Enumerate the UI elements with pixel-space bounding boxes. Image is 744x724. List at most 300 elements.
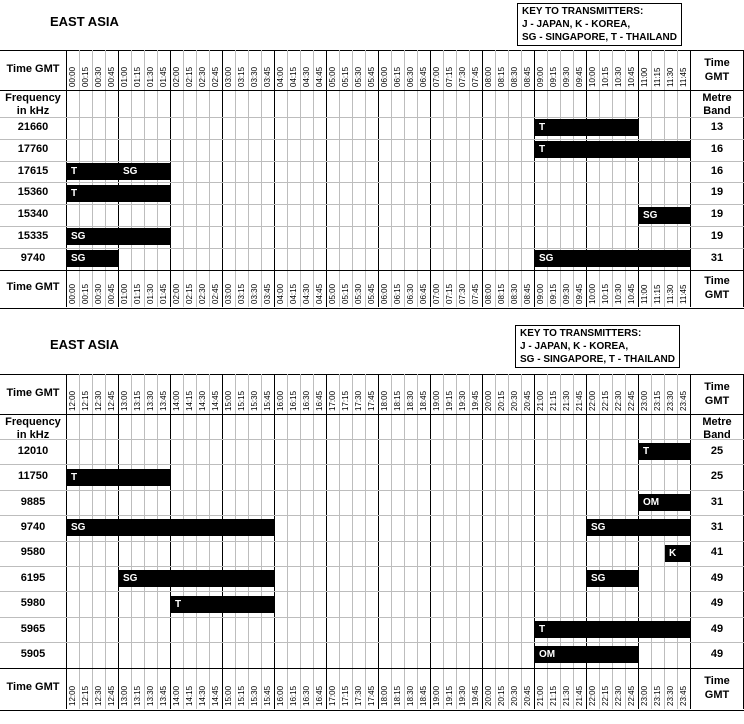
frequency-value: 11750	[18, 470, 48, 483]
time-tick-label: 21:45	[575, 390, 584, 411]
time-tick-label: 13:15	[133, 685, 142, 706]
time-tick-label: 02:15	[185, 283, 194, 304]
metre-band-value: 16	[710, 164, 724, 177]
time-tick-label: 17:00	[328, 390, 337, 411]
time-tick-label: 14:00	[172, 390, 181, 411]
time-tick-label: 21:00	[536, 390, 545, 411]
time-gridline	[326, 50, 327, 307]
time-tick-label: 15:00	[224, 390, 233, 411]
row-gridline	[0, 182, 744, 183]
time-tick-label: 20:45	[523, 685, 532, 706]
time-gridline	[430, 50, 431, 307]
frequency-value: 17760	[17, 142, 49, 155]
time-tick-label: 16:30	[302, 390, 311, 411]
time-gridline	[274, 50, 275, 307]
time-tick-label: 16:30	[302, 685, 311, 706]
broadcast-bar	[587, 519, 690, 536]
transmitter-key	[517, 3, 682, 46]
time-tick-label: 16:00	[276, 390, 285, 411]
row-gridline	[0, 414, 744, 415]
time-tick-label: 00:45	[107, 283, 116, 304]
row-gridline	[0, 226, 744, 227]
time-tick-label: 12:45	[107, 390, 116, 411]
header-time-label: Time GMT	[6, 387, 60, 399]
time-tick-label: 07:45	[471, 283, 480, 304]
time-tick-label: 04:15	[289, 283, 298, 304]
time-tick-label: 23:15	[653, 685, 662, 706]
broadcast-bar	[535, 119, 638, 136]
time-tick-label: 01:15	[133, 283, 142, 304]
metre-band-value: 19	[710, 229, 724, 242]
frequency-value: 21660	[17, 120, 49, 133]
time-tick-label: 11:30	[666, 67, 675, 87]
key-line: SG - SINGAPORE, T - THAILAND	[520, 354, 675, 365]
time-tick-label: 01:45	[159, 283, 168, 304]
time-tick-label: 18:00	[380, 390, 389, 411]
key-line: J - JAPAN, K - KOREA,	[520, 341, 629, 352]
time-tick-label: 17:30	[354, 685, 363, 706]
time-tick-label: 01:30	[146, 283, 155, 304]
transmitter-label: T	[539, 144, 546, 156]
broadcast-bar	[535, 621, 690, 638]
time-tick-label: 12:15	[81, 390, 90, 411]
time-tick-label: 07:45	[471, 66, 480, 87]
frequency-value: 5905	[20, 647, 46, 660]
time-gridline	[417, 50, 418, 307]
time-tick-label: 18:30	[406, 685, 415, 706]
broadcast-bar	[665, 545, 690, 562]
broadcast-bar	[67, 250, 118, 267]
frequency-value: 17615	[17, 164, 49, 177]
frequency-header-line: in kHz	[16, 105, 50, 117]
transmitter-label: OM	[643, 497, 660, 508]
metre-band-value: 31	[710, 251, 724, 264]
time-tick-label: 12:15	[81, 685, 90, 706]
broadcast-bar	[535, 141, 690, 158]
time-tick-label: 00:15	[81, 283, 90, 304]
time-tick-label: 09:15	[549, 66, 558, 87]
time-tick-label: 06:15	[393, 283, 402, 304]
time-tick-label: 20:30	[510, 390, 519, 411]
key-line: KEY TO TRANSMITTERS:	[522, 6, 644, 17]
time-tick-label: 23:45	[679, 390, 688, 411]
time-gridline	[521, 50, 522, 307]
time-tick-label: 03:45	[263, 283, 272, 304]
time-tick-label: 01:45	[159, 66, 168, 87]
transmitter-label: SG	[123, 573, 138, 585]
time-tick-label: 10:00	[588, 283, 597, 304]
time-gridline	[209, 50, 210, 307]
time-tick-label: 20:45	[523, 390, 532, 411]
transmitter-label: SG	[123, 166, 138, 177]
time-word: Time GMT	[704, 675, 730, 702]
time-tick-label: 10:30	[614, 66, 623, 87]
broadcast-bar	[67, 163, 170, 180]
time-tick-label: 19:30	[458, 390, 467, 411]
time-tick-label: 09:30	[562, 66, 571, 87]
time-tick-label: 06:30	[406, 66, 415, 87]
time-gridline	[599, 50, 600, 307]
time-tick-label: 09:30	[562, 283, 571, 304]
frequency-value: 9885	[20, 495, 46, 508]
frequency-value: 9580	[20, 546, 46, 559]
time-tick-label: 17:00	[328, 685, 337, 706]
frequency-value: 9740	[20, 251, 46, 264]
row-gridline	[0, 439, 744, 440]
frequency-value: 9740	[20, 520, 46, 533]
time-tick-label: 19:15	[445, 685, 454, 706]
time-tick-label: 08:45	[523, 66, 532, 87]
time-tick-label: 03:15	[237, 283, 246, 304]
time-gridline	[248, 50, 249, 307]
header-time-label-right	[690, 56, 744, 84]
time-tick-label: 02:45	[211, 66, 220, 87]
time-gridline	[677, 50, 678, 307]
time-gridline	[482, 50, 483, 307]
frequency-value: 15335	[17, 229, 49, 242]
time-tick-label: 06:00	[380, 66, 389, 87]
row-gridline	[0, 566, 744, 567]
time-tick-label: 13:30	[146, 390, 155, 411]
metre-band-header-line: Band	[703, 429, 731, 441]
time-gridline	[443, 50, 444, 307]
time-tick-label: 12:00	[68, 390, 77, 411]
metre-band-value: 25	[710, 470, 724, 483]
time-tick-label: 10:00	[588, 66, 597, 87]
time-tick-label: 01:15	[133, 66, 142, 87]
time-tick-label: 23:00	[640, 390, 649, 411]
time-gridline	[313, 50, 314, 307]
time-tick-label: 07:30	[458, 283, 467, 304]
time-tick-label: 05:45	[367, 283, 376, 304]
time-tick-label: 11:45	[679, 67, 688, 87]
time-tick-label: 02:15	[185, 66, 194, 87]
frequency-header-line: Frequency	[5, 92, 61, 104]
time-tick-label: 04:00	[276, 66, 285, 87]
row-gridline	[0, 541, 744, 542]
time-tick-label: 03:00	[224, 283, 233, 304]
time-tick-label: 09:45	[575, 66, 584, 87]
time-tick-label: 05:30	[354, 66, 363, 87]
time-tick-label: 15:30	[250, 390, 259, 411]
broadcast-bar	[67, 228, 170, 245]
time-tick-label: 02:30	[198, 283, 207, 304]
time-tick-label: 04:15	[289, 66, 298, 87]
frequency-value: 15360	[17, 186, 49, 199]
time-tick-label: 19:00	[432, 390, 441, 411]
time-tick-label: 11:00	[640, 284, 649, 304]
time-tick-label: 07:00	[432, 66, 441, 87]
time-gridline	[573, 50, 574, 307]
transmitter-key	[515, 325, 680, 368]
time-gridline	[456, 50, 457, 307]
metre-band-value: 49	[710, 571, 724, 584]
key-line: J - JAPAN, K - KOREA,	[522, 19, 631, 30]
metre-band-value: 49	[710, 647, 724, 660]
time-tick-label: 05:00	[328, 66, 337, 87]
transmitter-label: SG	[539, 253, 554, 265]
metre-band-header	[690, 416, 744, 442]
time-gridline	[365, 50, 366, 307]
time-gridline	[196, 50, 197, 307]
metre-band-value: 31	[710, 495, 724, 508]
time-tick-label: 03:30	[250, 283, 259, 304]
metre-band-value: 31	[710, 520, 724, 533]
metre-band-value: 41	[710, 546, 724, 559]
time-tick-label: 22:15	[601, 390, 610, 411]
time-tick-label: 07:00	[432, 283, 441, 304]
metre-band-value: 13	[710, 120, 724, 133]
time-tick-label: 15:15	[237, 685, 246, 706]
time-tick-label: 19:30	[458, 685, 467, 706]
time-tick-label: 19:15	[445, 390, 454, 411]
time-tick-label: 22:00	[588, 390, 597, 411]
time-tick-label: 18:15	[393, 390, 402, 411]
time-gridline	[469, 50, 470, 307]
frequency-value: 5980	[20, 597, 46, 610]
time-tick-label: 12:30	[94, 685, 103, 706]
transmitter-label: T	[539, 122, 546, 134]
time-tick-label: 06:00	[380, 283, 389, 304]
frequency-header-line: Frequency	[5, 416, 61, 428]
time-tick-label: 11:30	[666, 284, 675, 304]
time-tick-label: 15:45	[263, 685, 272, 706]
time-gridline	[222, 50, 223, 307]
time-tick-label: 16:15	[289, 390, 298, 411]
time-tick-label: 03:15	[237, 66, 246, 87]
time-gridline	[495, 50, 496, 307]
time-tick-label: 11:45	[679, 284, 688, 304]
time-tick-label: 06:45	[419, 283, 428, 304]
broadcast-bar	[535, 646, 638, 663]
time-tick-label: 14:00	[172, 685, 181, 706]
time-tick-label: 21:15	[549, 390, 558, 411]
time-tick-label: 21:15	[549, 685, 558, 706]
time-tick-label: 12:30	[94, 390, 103, 411]
time-gridline	[534, 50, 535, 307]
header-time-label-right	[690, 380, 744, 408]
time-tick-label: 10:45	[627, 283, 636, 304]
time-tick-label: 01:30	[146, 66, 155, 87]
time-tick-label: 08:30	[510, 66, 519, 87]
time-tick-label: 14:30	[198, 685, 207, 706]
time-tick-label: 14:30	[198, 390, 207, 411]
time-word: Time GMT	[704, 57, 730, 83]
time-gridline	[404, 50, 405, 307]
time-tick-label: 23:30	[666, 390, 675, 411]
time-gridline	[287, 50, 288, 307]
time-tick-label: 08:15	[497, 66, 506, 87]
broadcast-bar	[639, 207, 690, 224]
time-gridline	[261, 50, 262, 307]
time-gridline	[690, 50, 691, 307]
transmitter-label: T	[71, 166, 78, 177]
time-tick-label: 14:45	[211, 685, 220, 706]
time-tick-label: 10:45	[627, 66, 636, 87]
time-tick-label: 17:45	[367, 685, 376, 706]
time-tick-label: 22:45	[627, 685, 636, 706]
time-tick-label: 20:15	[497, 390, 506, 411]
time-tick-label: 11:15	[653, 284, 662, 304]
time-tick-label: 09:00	[536, 283, 545, 304]
time-tick-label: 16:45	[315, 685, 324, 706]
time-gridline	[664, 50, 665, 307]
time-gridline	[638, 50, 639, 307]
metre-band-header-line: Metre	[702, 416, 732, 428]
time-tick-label: 16:15	[289, 685, 298, 706]
time-tick-label: 13:45	[159, 685, 168, 706]
time-gridline	[235, 50, 236, 307]
time-tick-label: 10:15	[601, 66, 610, 87]
metre-band-value: 16	[710, 142, 724, 155]
time-tick-label: 21:30	[562, 390, 571, 411]
time-tick-label: 22:30	[614, 685, 623, 706]
time-tick-label: 15:30	[250, 685, 259, 706]
transmitter-label: SG	[591, 573, 606, 585]
row-gridline	[0, 161, 744, 162]
time-tick-label: 17:15	[341, 390, 350, 411]
row-gridline	[0, 270, 744, 271]
time-gridline	[170, 50, 171, 307]
time-tick-label: 22:15	[601, 685, 610, 706]
time-tick-label: 08:00	[484, 66, 493, 87]
time-tick-label: 23:45	[679, 685, 688, 706]
time-tick-label: 17:45	[367, 390, 376, 411]
time-gridline	[625, 50, 626, 307]
frequency-value: 6195	[20, 571, 46, 584]
time-tick-label: 04:00	[276, 283, 285, 304]
time-tick-label: 07:30	[458, 66, 467, 87]
time-tick-label: 20:30	[510, 685, 519, 706]
time-tick-label: 06:15	[393, 66, 402, 87]
time-tick-label: 21:00	[536, 685, 545, 706]
row-gridline	[0, 515, 744, 516]
time-tick-label: 04:30	[302, 66, 311, 87]
metre-band-value: 49	[710, 622, 724, 635]
time-tick-label: 15:15	[237, 390, 246, 411]
transmitter-label: T	[643, 446, 650, 458]
time-tick-label: 16:45	[315, 390, 324, 411]
time-tick-label: 15:00	[224, 685, 233, 706]
row-gridline	[0, 117, 744, 118]
broadcast-bar	[587, 570, 638, 587]
time-tick-label: 21:45	[575, 685, 584, 706]
time-tick-label: 20:00	[484, 685, 493, 706]
footer-time-label: Time GMT	[6, 681, 60, 694]
time-gridline	[300, 50, 301, 307]
time-tick-label: 05:15	[341, 283, 350, 304]
time-tick-label: 04:45	[315, 66, 324, 87]
time-tick-label: 16:00	[276, 685, 285, 706]
time-tick-label: 09:15	[549, 283, 558, 304]
metre-band-value: 19	[710, 186, 724, 199]
time-tick-label: 00:45	[107, 66, 116, 87]
time-word: Time GMT	[704, 381, 730, 407]
broadcast-bar	[67, 519, 274, 536]
time-tick-label: 03:00	[224, 66, 233, 87]
transmitter-label: OM	[539, 649, 556, 661]
frequency-value: 5965	[20, 622, 46, 635]
time-tick-label: 11:00	[640, 67, 649, 87]
transmitter-label: K	[669, 547, 677, 559]
time-tick-label: 09:45	[575, 283, 584, 304]
footer-time-label: Time GMT	[6, 281, 60, 294]
time-tick-label: 22:30	[614, 390, 623, 411]
time-tick-label: 05:30	[354, 283, 363, 304]
time-gridline	[651, 50, 652, 307]
time-tick-label: 13:45	[159, 390, 168, 411]
transmitter-label: T	[539, 624, 546, 635]
row-gridline	[0, 204, 744, 205]
transmitter-label: T	[71, 471, 78, 483]
time-tick-label: 20:15	[497, 685, 506, 706]
row-gridline	[0, 617, 744, 618]
time-tick-label: 10:15	[601, 283, 610, 304]
transmitter-label: T	[175, 598, 182, 610]
frequency-value: 12010	[17, 444, 49, 457]
footer-time-label-right	[690, 674, 744, 702]
time-tick-label: 12:00	[68, 685, 77, 706]
metre-band-value: 49	[710, 597, 724, 610]
time-gridline	[378, 50, 379, 307]
time-tick-label: 03:30	[250, 66, 259, 87]
time-tick-label: 23:00	[640, 685, 649, 706]
time-tick-label: 06:45	[419, 66, 428, 87]
time-tick-label: 23:30	[666, 685, 675, 706]
time-tick-label: 00:00	[68, 283, 77, 304]
time-tick-label: 13:30	[146, 685, 155, 706]
time-tick-label: 18:00	[380, 685, 389, 706]
broadcast-bar	[119, 570, 274, 587]
transmitter-label: SG	[71, 522, 86, 534]
frequency-header-line: in kHz	[16, 429, 50, 441]
transmitter-label: SG	[71, 253, 86, 265]
time-gridline	[352, 50, 353, 307]
time-tick-label: 15:45	[263, 390, 272, 411]
time-gridline	[339, 50, 340, 307]
time-tick-label: 07:15	[445, 66, 454, 87]
time-gridline	[612, 50, 613, 307]
row-gridline	[0, 248, 744, 249]
transmitter-label: SG	[71, 231, 86, 243]
time-gridline	[586, 50, 587, 307]
metre-band-header	[690, 92, 744, 118]
time-tick-label: 02:00	[172, 66, 181, 87]
row-gridline	[0, 591, 744, 592]
time-tick-label: 22:45	[627, 390, 636, 411]
section-title: EAST ASIA	[50, 14, 119, 29]
time-tick-label: 13:00	[120, 390, 129, 411]
time-tick-label: 07:15	[445, 283, 454, 304]
time-tick-label: 19:45	[471, 390, 480, 411]
row-gridline	[0, 139, 744, 140]
time-tick-label: 00:30	[94, 283, 103, 304]
time-tick-label: 20:00	[484, 390, 493, 411]
time-tick-label: 08:45	[523, 283, 532, 304]
frequency-value: 15340	[17, 208, 49, 221]
row-gridline	[0, 90, 744, 91]
metre-band-value: 25	[710, 444, 724, 457]
time-tick-label: 02:00	[172, 283, 181, 304]
time-tick-label: 04:45	[315, 283, 324, 304]
time-tick-label: 05:15	[341, 66, 350, 87]
time-word: Time GMT	[704, 275, 730, 302]
time-tick-label: 19:00	[432, 685, 441, 706]
section-title: EAST ASIA	[50, 337, 119, 352]
frequency-header	[0, 416, 66, 442]
time-tick-label: 01:00	[120, 283, 129, 304]
row-gridline	[0, 668, 744, 669]
